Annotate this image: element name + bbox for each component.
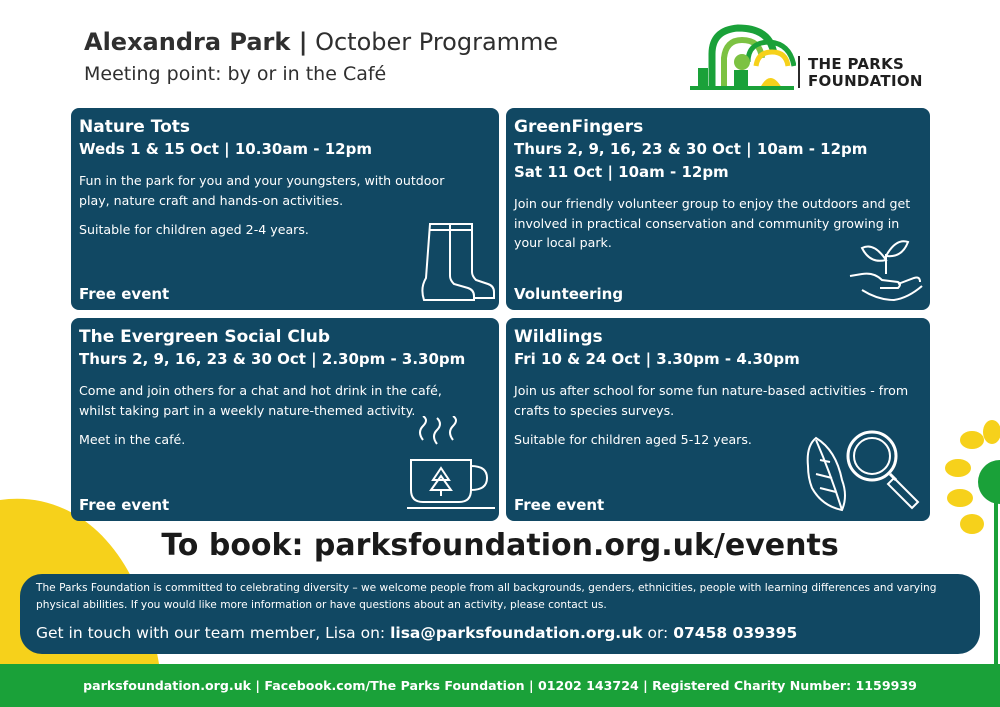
event-title: GreenFingers [514,117,644,137]
event-type: Free event [79,496,170,514]
event-note: Suitable for children aged 5-12 years. [514,432,752,447]
footer-bar: parksfoundation.org.uk | Facebook.com/The Parks Foundation | 01202 143724 | Registered Charity Number: 1159939 [0,664,1000,707]
event-description: Fun in the park for you and your youngsters, with outdoor play, nature craft and hands-on activities. [79,173,445,208]
hand-with-seedling-icon [848,234,924,306]
logo-divider [798,56,800,88]
logo-line-1: THE PARKS [808,55,905,73]
event-card-evergreen-social-club [71,318,499,521]
wellington-boots-icon [416,218,496,304]
leaf-magnifier-icon [802,426,926,514]
event-card-greenfingers [506,108,930,310]
page-title: Alexandra Park | October Programme [84,28,559,56]
event-type: Free event [79,285,170,303]
event-dates: Fri 10 & 24 Oct | 3.30pm - 4.30pm [514,350,800,368]
event-description: Join us after school for some fun nature-based activities - from crafts to species surveys. [514,383,909,418]
contact-email[interactable]: lisa@parksfoundation.org.uk [390,624,643,642]
parks-foundation-logo [690,22,940,94]
booking-link[interactable]: To book: parksfoundation.org.uk/events [161,528,839,563]
event-title: Nature Tots [79,117,191,137]
hot-drink-mug-icon [407,416,497,516]
event-card-wildlings [506,318,930,521]
event-note: Suitable for children aged 2-4 years. [79,222,309,237]
event-type: Volunteering [514,285,624,303]
event-card-nature-tots [71,108,499,310]
logo-text [808,56,923,90]
event-description: Join our friendly volunteer group to enjoy the outdoors and get involved in practical conservation and community growing in your local park. [514,196,911,250]
event-note: Meet in the café. [79,432,186,447]
event-dates: Weds 1 & 15 Oct | 10.30am - 12pm [79,140,372,158]
info-panel [20,574,980,654]
contact-phone[interactable]: 07458 039395 [673,624,798,642]
contact-line: Get in touch with our team member, Lisa on: lisa@parksfoundation.org.uk or: 07458 039395 [36,624,798,642]
meeting-point: Meeting point: by or in the Café [84,63,387,85]
event-title: The Evergreen Social Club [79,327,331,347]
diversity-statement: The Parks Foundation is committed to celebrating diversity – we welcome people from all backgrounds, genders, ethnicities, people with learning differences and varying physical abilities. If you would like more information or have questions about an activity, please contact us. [36,582,937,611]
parks-logo-icon [690,22,796,94]
event-dates-extra: Sat 11 Oct | 10am - 12pm [514,163,729,181]
event-description: Come and join others for a chat and hot drink in the café, whilst taking part in a weekly nature-themed activity. [79,383,442,418]
event-dates: Thurs 2, 9, 16, 23 & 30 Oct | 2.30pm - 3.30pm [79,350,466,368]
event-title: Wildlings [514,327,603,347]
logo-line-2: FOUNDATION [808,72,923,90]
event-dates: Thurs 2, 9, 16, 23 & 30 Oct | 10am - 12pm [514,140,868,158]
event-type: Free event [514,496,605,514]
